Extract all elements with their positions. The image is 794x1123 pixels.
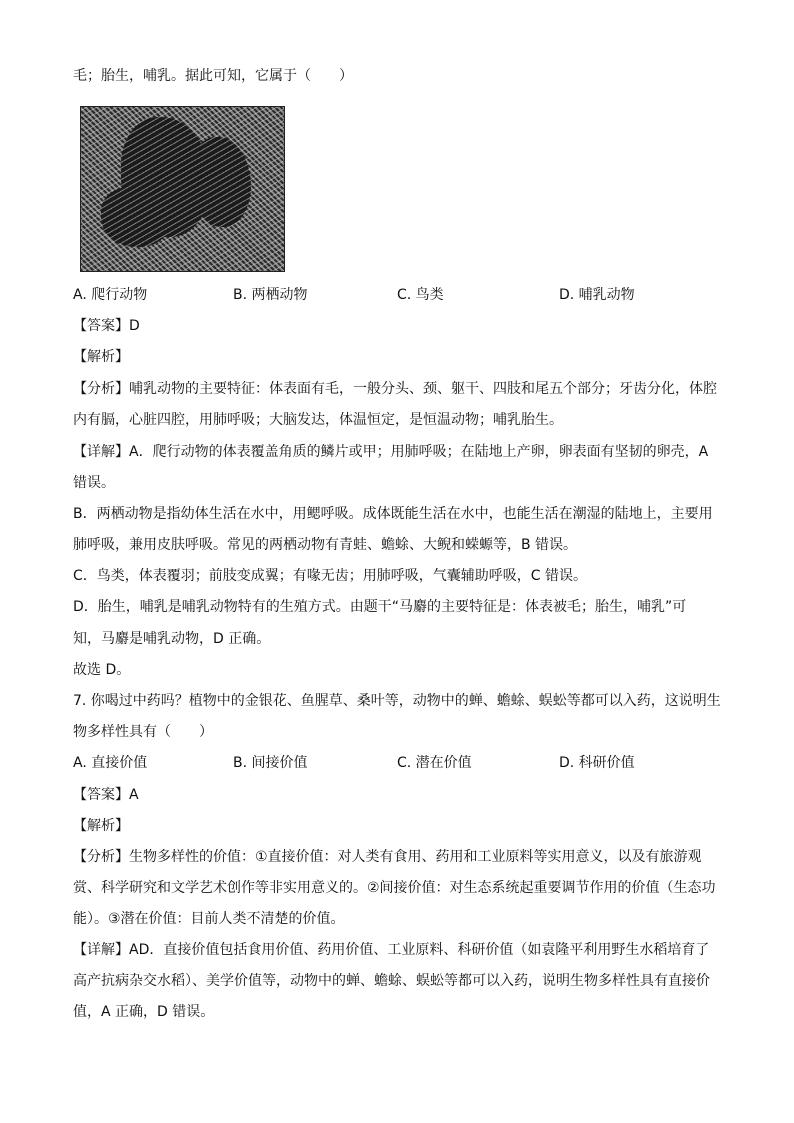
- analysis-line: 肺呼吸，兼用皮肤呼吸。常见的两栖动物有青蛙、蟾蜍、大鲵和蝾螈等，B 错误。: [73, 537, 578, 553]
- analysis-line: 【详解】AD．直接价值包括食用价值、药用价值、工业原料、科研价值（如袁隆平利用野生水稻培育了: [73, 942, 710, 958]
- option-a[interactable]: A. 爬行动物: [73, 287, 148, 303]
- option-b[interactable]: B. 间接价值: [233, 755, 308, 771]
- analysis-line: B．两栖动物是指幼体生活在水中，用鳃呼吸。成体既能生活在水中，也能生活在潮湿的陆地上，主要用: [73, 506, 713, 522]
- analysis-line: 【分析】哺乳动物的主要特征：体表面有毛，一般分头、颈、躯干、四肢和尾五个部分；牙齿分化，体腔: [73, 381, 717, 397]
- analysis-heading: 【解析】: [73, 349, 129, 365]
- analysis-line: 【详解】A．爬行动物的体表覆盖角质的鳞片或甲；用肺呼吸；在陆地上产卵，卵表面有坚韧的卵壳，A: [73, 444, 709, 460]
- analysis-line: 高产抗病杂交水稻）、美学价值等，动物中的蝉、蟾蜍、蜈蚣等都可以入药，说明生物多样性具有直接价: [73, 973, 710, 989]
- option-d[interactable]: D. 哺乳动物: [559, 287, 635, 303]
- analysis-line: 赏、科学研究和文学艺术创作等非实用意义的。②间接价值：对生态系统起重要调节作用的价值（生态功: [73, 880, 716, 896]
- analysis-line: 知，马麝是哺乳动物，D 正确。: [73, 631, 271, 647]
- analysis-line: 能）。③潜在价值：目前人类不清楚的价值。: [73, 911, 345, 927]
- option-c[interactable]: C. 鸟类: [397, 287, 444, 303]
- analysis-line: D．胎生，哺乳是哺乳动物特有的生殖方式。由题干“马麝的主要特征是：体表被毛；胎生，哺乳”可: [73, 599, 687, 615]
- answer-label: 【答案】D: [73, 318, 140, 334]
- analysis-line: C．鸟类，体表覆羽；前肢变成翼；有喙无齿；用肺呼吸，气囊辅助呼吸，C 错误。: [73, 568, 587, 584]
- answer-label: 【答案】A: [73, 787, 139, 803]
- analysis-line: 错误。: [73, 475, 115, 491]
- option-b[interactable]: B. 两栖动物: [233, 287, 308, 303]
- option-c[interactable]: C. 潜在价值: [397, 755, 472, 771]
- analysis-line: 值，A 正确，D 错误。: [73, 1004, 215, 1020]
- question-6-stem: 毛；胎生，哺乳。据此可知，它属于（ ）: [73, 68, 353, 84]
- question-7-options: [73, 754, 733, 772]
- option-d[interactable]: D. 科研价值: [559, 755, 635, 771]
- question-6-options: [73, 286, 733, 304]
- question-7-stem: 物多样性具有（ ）: [73, 724, 213, 740]
- question-7-stem: 7. 你喝过中药吗？植物中的金银花、鱼腥草、桑叶等，动物中的蝉、蟾蜍、蜈蚣等都可以入药，这说明生: [73, 693, 721, 709]
- animal-photo: [80, 106, 285, 272]
- analysis-line: 故选 D。: [73, 662, 131, 678]
- analysis-line: 内有膈，心脏四腔，用肺呼吸；大脑发达，体温恒定，是恒温动物；哺乳胎生。: [73, 412, 563, 428]
- analysis-heading: 【解析】: [73, 818, 129, 834]
- option-a[interactable]: A. 直接价值: [73, 755, 148, 771]
- analysis-line: 【分析】生物多样性的价值：①直接价值：对人类有食用、药用和工业原料等实用意义，以及有旅游观: [73, 849, 702, 865]
